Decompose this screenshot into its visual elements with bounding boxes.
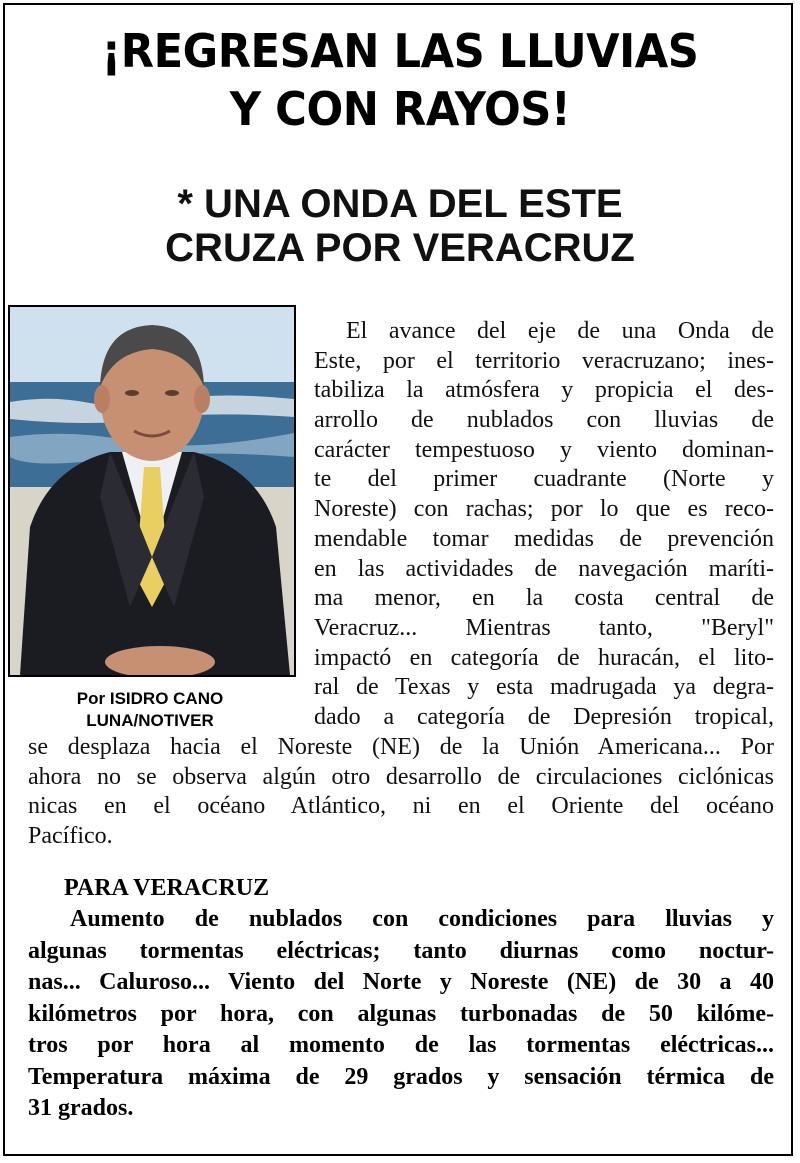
- article-line: ma menor, en la costa central de: [314, 585, 774, 612]
- article-line: tabiliza la atmósfera y propicia el des-: [314, 377, 774, 404]
- article-line: impactó en categoría de huracán, el lito-: [314, 644, 774, 671]
- headline-line-2: Y CON RAYOS!: [229, 82, 571, 136]
- forecast-line: nas... Caluroso... Viento del Norte y Noreste (NE) de 30 a 40: [28, 969, 774, 995]
- article-line: ahora no se observa algún otro desarrollo de circulaciones ciclónicas: [28, 763, 774, 790]
- article-line: Noreste) con rachas; por lo que es reco-: [314, 496, 774, 523]
- article-body-wide: [28, 733, 774, 852]
- article-line: en las actividades de navegación maríti-: [314, 555, 774, 582]
- forecast-line: Temperatura máxima de 29 grados y sensación térmica de: [28, 1063, 774, 1090]
- byline-line-2: LUNA/NOTIVER: [86, 711, 214, 730]
- article-line: ral de Texas y esta madrugada ya degra-: [314, 674, 774, 701]
- subheadline-line-1: * UNA ONDA DEL ESTE: [177, 182, 623, 226]
- article-line: Veracruz... Mientras tanto, "Beryl": [314, 614, 774, 641]
- article-line: te del primer cuadrante (Norte y: [314, 466, 774, 493]
- portrait-image: [10, 307, 294, 675]
- forecast-line: Aumento de nublados con condiciones para lluvias y: [70, 906, 774, 932]
- subheadline: [0, 182, 800, 270]
- byline-line-1: Por ISIDRO CANO: [76, 689, 224, 708]
- author-photo: [8, 305, 296, 677]
- article-line: carácter tempestuoso y viento dominan-: [314, 436, 774, 463]
- article-line: se desplaza hacia el Noreste (NE) de la Unión Americana... Por: [28, 734, 774, 760]
- forecast-line: kilómetros por hora, con algunas turbonadas de 50 kilóme-: [28, 1000, 774, 1027]
- forecast-line: tros por hora al momento de las tormentas eléctricas...: [28, 1032, 774, 1058]
- article-body-narrow: [314, 317, 774, 733]
- article-line: El avance del eje de una Onda de: [346, 318, 774, 344]
- forecast-line: 31 grados.: [28, 1095, 134, 1121]
- article-line: Pacífico.: [28, 823, 113, 850]
- article-line: dado a categoría de Depresión tropical,: [314, 703, 774, 730]
- article-line: arrollo de nublados con lluvias de: [314, 407, 774, 434]
- forecast-body: [28, 904, 774, 1125]
- headline: [24, 22, 776, 138]
- article-line: nicas en el océano Atlántico, ni en el Oriente del océano: [28, 793, 774, 820]
- subheadline-line-2: CRUZA POR VERACRUZ: [165, 226, 635, 270]
- forecast-line: algunas tormentas eléctricas; tanto diurnas como noctur-: [28, 937, 774, 964]
- article-line: Este, por el territorio veracruzano; ines-: [314, 347, 774, 374]
- headline-line-1: ¡REGRESAN LAS LLUVIAS: [101, 24, 699, 78]
- article-line: mendable tomar medidas de prevención: [314, 525, 774, 552]
- byline: [30, 688, 270, 732]
- forecast-heading: PARA VERACRUZ: [64, 875, 270, 901]
